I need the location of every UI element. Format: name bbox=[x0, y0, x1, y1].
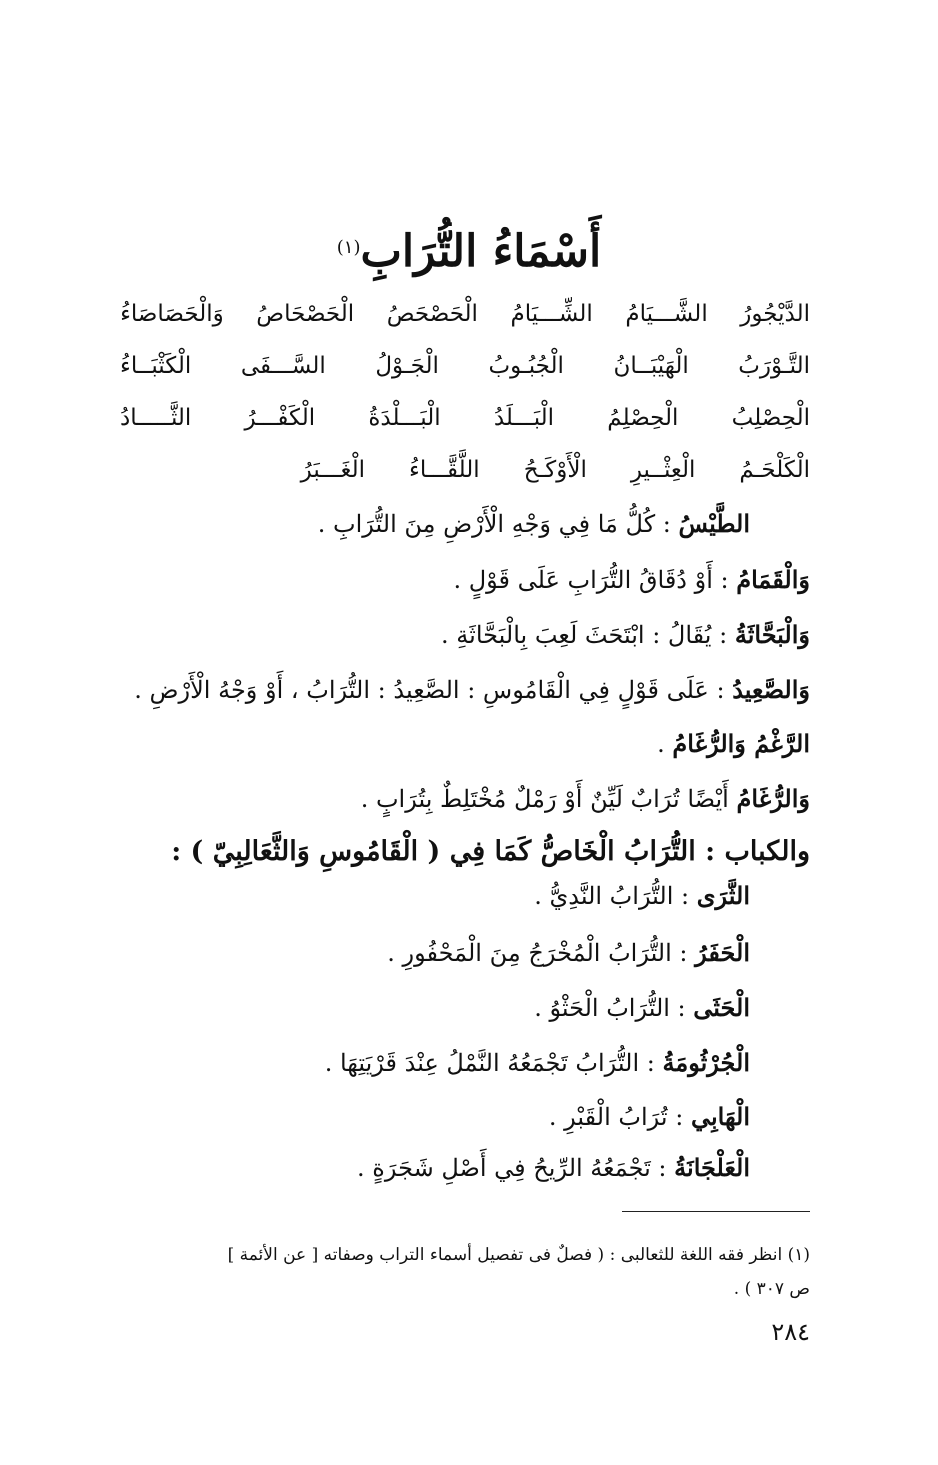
definition-term: الرَّغْمُ وَالرُّغَامُ bbox=[672, 729, 810, 758]
definition-term: الْهَابِي bbox=[690, 1102, 750, 1131]
definition-text: : التُّرَابُ الْحَثْوُ . bbox=[534, 994, 694, 1022]
definition-line bbox=[387, 935, 750, 971]
definition-term: الْحَثَى bbox=[693, 993, 750, 1022]
definition-line bbox=[357, 1150, 750, 1186]
word-item: الْجُبُـوبُ bbox=[488, 353, 564, 379]
definition-term: وَالصَّعِيدُ bbox=[732, 675, 810, 704]
word-item: الْحِصْلِبُ bbox=[731, 405, 810, 431]
definition-term: وَالرُّغَامُ bbox=[736, 784, 810, 813]
word-item: وَالْحَصَاصَاءُ bbox=[120, 301, 224, 327]
footnote bbox=[120, 1238, 810, 1306]
word-item: التَّـوْرَبُ bbox=[738, 353, 810, 379]
word-item: الْجَـوْلُ bbox=[375, 353, 439, 379]
word-item: الْهَيْبَــانُ bbox=[613, 353, 689, 379]
definition-text: : كُلُّ مَا فِي وَجْهِ الْأَرْضِ مِنَ التُّرَابِ . bbox=[317, 510, 679, 538]
definition-line bbox=[361, 781, 810, 817]
definition-term: الْعَلْجَانَةُ bbox=[674, 1153, 750, 1182]
word-item: اللَّقَّـــاءُ bbox=[409, 457, 480, 483]
word-item: الْكَلْحَـمُ bbox=[739, 457, 810, 483]
word-item: الشَّـــيَامُ bbox=[625, 301, 708, 327]
word-item: السَّـــفَى bbox=[240, 353, 326, 379]
word-item: الْحِصْلِمُ bbox=[607, 405, 679, 431]
footnote-divider bbox=[622, 1211, 810, 1212]
definition-term: الْجُرْثُومَةُ bbox=[662, 1048, 750, 1077]
word-row bbox=[120, 444, 810, 496]
definition-text: : عَلَى قَوْلٍ فِي الْقَامُوسِ : الصَّعِيدُ : التُّرَابُ ، أَوْ وَجْهُ الْأَرْضِ . bbox=[134, 676, 733, 704]
section-heading: والكباب : التُّرَابُ الْخَاصُّ كَمَا فِي ( الْقَامُوسِ وَالثَّعَالِبِيّ ) : bbox=[171, 836, 810, 867]
definition-line bbox=[534, 878, 750, 914]
page-title bbox=[0, 222, 938, 282]
word-item: الْغَـــبَرُ bbox=[300, 457, 365, 483]
definition-line bbox=[549, 1099, 750, 1135]
word-item: الْبَـــلْدَةُ bbox=[368, 405, 441, 431]
definition-line bbox=[657, 726, 810, 762]
title-text: أَسْمَاءُ التُّرَابِ bbox=[360, 226, 602, 277]
definition-term: الطَّيْسُ bbox=[678, 509, 750, 538]
definition-line bbox=[318, 506, 750, 542]
definition-term: وَالْبَحَّاثَةُ bbox=[734, 620, 810, 649]
word-list bbox=[120, 288, 810, 496]
word-item: الْبَـــلَدُ bbox=[493, 405, 555, 431]
definition-text: . bbox=[657, 730, 673, 758]
definition-line bbox=[453, 562, 810, 598]
definition-text: : أَوْ دُقَاقُ التُّرَابِ عَلَى قَوْلٍ . bbox=[453, 566, 737, 594]
definition-term: وَالْقَمَامُ bbox=[736, 565, 810, 594]
word-row bbox=[120, 288, 810, 340]
definition-term: الثَّرَى bbox=[696, 881, 750, 910]
word-item: الْأَوْكَـحُ bbox=[523, 457, 587, 483]
word-row bbox=[120, 392, 810, 444]
definition-text: : التُّرَابُ الْمُخْرَجُ مِنَ الْمَحْفُورِ . bbox=[387, 939, 696, 967]
word-item: الْعِثْــيرِ bbox=[630, 457, 696, 483]
definition-text: أَيْضًا تُرَابٌ لَيِّنٌ أَوْ رَمْلٌ مُخْتَلِطٌ بِتُرَابٍ . bbox=[360, 785, 737, 813]
word-item: الدَّيْجُورُ bbox=[740, 301, 810, 327]
definition-line bbox=[134, 672, 810, 708]
word-item: الْكَثْبَــاءُ bbox=[120, 353, 192, 379]
footnote-line: ص ٣٠٧ ) . bbox=[733, 1279, 810, 1299]
word-item: الْحَصْحَصُ bbox=[386, 301, 478, 327]
word-item: الْحَصْحَاصُ bbox=[256, 301, 355, 327]
footnote-line: (١) انظر فقه اللغة للثعالبى : ( فصلٌ فى تفصيل أسماء التراب وصفاته [ عن الأئمة ] bbox=[227, 1245, 810, 1265]
definition-term: الْحَفَرُ bbox=[695, 938, 750, 967]
word-item: الشِّـــيَامُ bbox=[510, 301, 593, 327]
word-row bbox=[120, 340, 810, 392]
definition-text: : تُرَابُ الْقَبْرِ . bbox=[548, 1103, 691, 1131]
page-number: ٢٨٤ bbox=[771, 1318, 810, 1346]
definition-text: : التُّرَابُ النَّدِيُّ . bbox=[534, 882, 697, 910]
definition-line bbox=[534, 990, 750, 1026]
word-item: الْكَفْـــرُ bbox=[244, 405, 316, 431]
definition-text: : تَجْمَعُهُ الرِّيحُ فِي أَصْلِ شَجَرَةٍ . bbox=[357, 1154, 675, 1182]
title-footnote-marker: (١) bbox=[336, 237, 361, 258]
definition-text: : يُقَالُ : ابْتَحَثَ لَعِبَ بِالْبَحَّاثَةِ . bbox=[441, 621, 735, 649]
definition-line bbox=[325, 1045, 750, 1081]
word-item: الثَّـــــادُ bbox=[120, 405, 192, 431]
definition-line bbox=[441, 617, 810, 653]
definition-text: : التُّرَابُ تَجْمَعُهُ النَّمْلُ عِنْدَ قَرْيَتِهَا . bbox=[324, 1049, 663, 1077]
